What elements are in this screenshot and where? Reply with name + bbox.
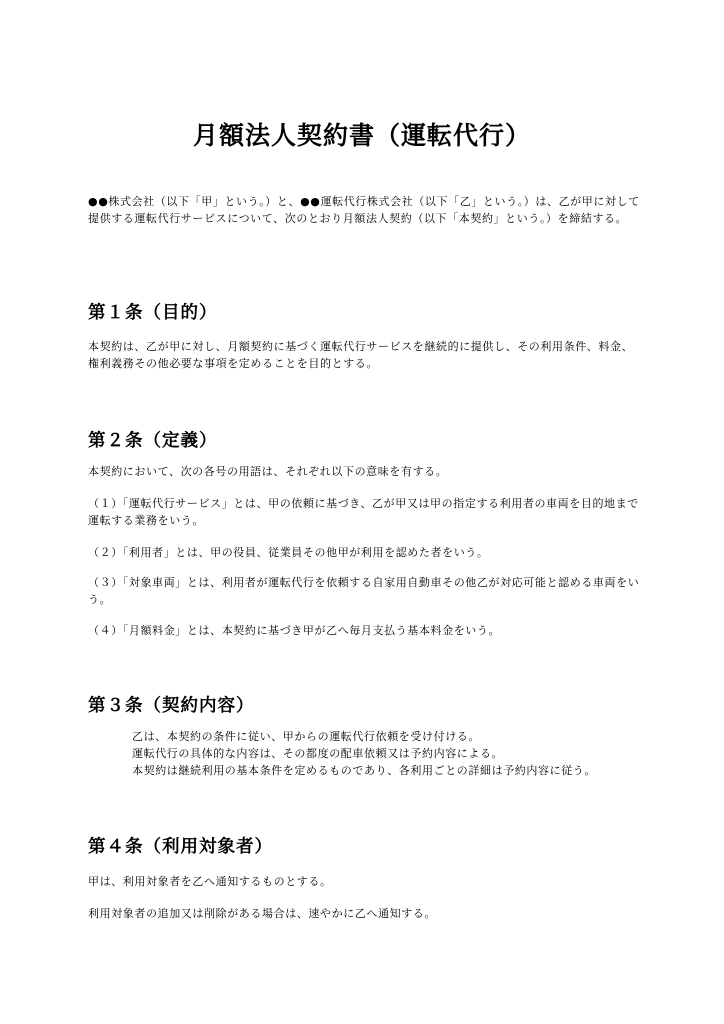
article4-para-2	[88, 905, 643, 922]
article4-text: 甲は、利用対象者を乙へ通知するものとする。	[88, 875, 332, 888]
article3-line: 乙は、本契約の条件に従い、甲からの運転代行依頼を受け付ける。	[132, 730, 480, 743]
article4-text: 利用対象者の追加又は削除がある場合は、速やかに乙へ通知する。	[88, 907, 436, 920]
article3-heading: 第３条（契約内容）	[88, 696, 255, 716]
document-title: 月額法人契約書（運転代行）	[192, 121, 531, 150]
definition-item: （４）「月額料金」とは、本契約に基づき甲が乙へ毎月支払う基本料金をいう。	[88, 624, 501, 637]
article4-para-1	[88, 873, 643, 890]
article2-item-2	[88, 544, 643, 561]
definition-item: （１）「運転代行サービス」とは、甲の依頼に基づき、乙が甲又は甲の指定する利用者の車両を目的地まで運転する業務をいう。	[88, 497, 639, 527]
definition-item: （２）「利用者」とは、甲の役員、従業員その他甲が利用を認めた者をいう。	[88, 546, 489, 559]
definition-item: （３）「対象車両」とは、利用者が運転代行を依頼する自家用自動車その他乙が対応可能と認める車両をいう。	[88, 576, 640, 606]
article2-item-1	[88, 495, 643, 529]
article1-section	[88, 338, 643, 372]
article4-heading: 第４条（利用対象者）	[88, 837, 273, 857]
article2-item-3	[88, 574, 643, 608]
preamble-section	[88, 193, 643, 227]
article2-intro: 本契約において、次の各号の用語は、それぞれ以下の意味を有する。	[88, 465, 448, 478]
article2-item-4	[88, 622, 643, 639]
article2-heading: 第２条（定義）	[88, 431, 218, 451]
article3-line: 本契約は継続利用の基本条件を定めるものであり、各利用ごとの詳細は予約内容に従う。	[132, 764, 596, 777]
preamble-text: ●●株式会社（以下「甲」という。）と、●●運転代行株式会社（以下「乙」という。）は、乙が甲に対して提供する運転代行サービスについて、次のとおり月額法人契約（以下「本契約」という。）を締結する。	[88, 195, 640, 225]
article3-line: 運転代行の具体的な内容は、その都度の配車依頼又は予約内容による。	[132, 747, 504, 760]
article1-body: 本契約は、乙が甲に対し、月額契約に基づく運転代行サービスを継続的に提供し、その利用条件、料金、権利義務その他必要な事項を定めることを目的とする。	[88, 340, 634, 370]
article3-section	[88, 728, 687, 779]
article1-heading: 第１条（目的）	[88, 303, 218, 323]
article2-intro-section	[88, 463, 643, 480]
